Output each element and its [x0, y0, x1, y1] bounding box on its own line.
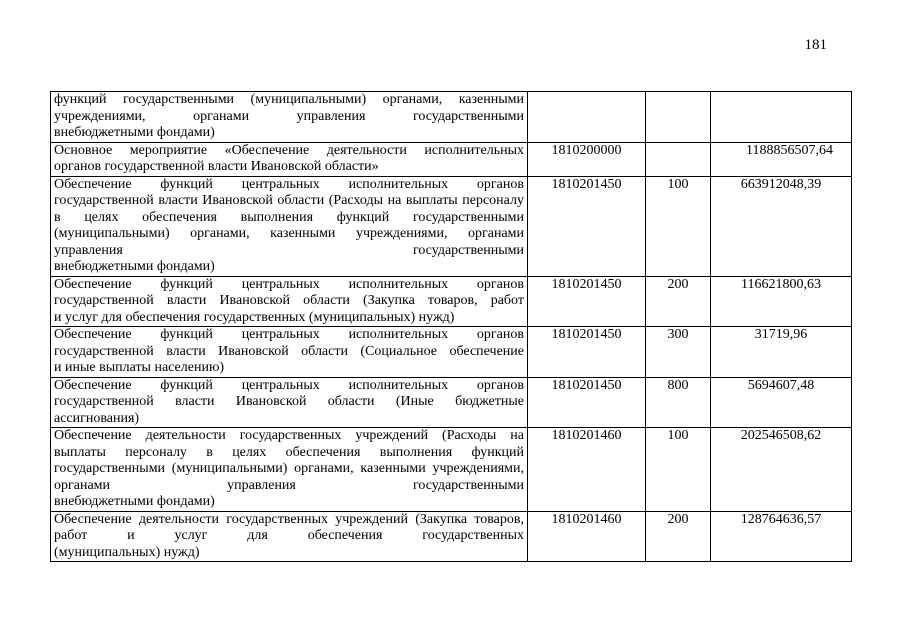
target-article-code: 1810201450	[528, 377, 646, 428]
row-description	[51, 176, 528, 276]
row-description	[51, 276, 528, 327]
description-last-line: и услуг для обеспечения государственных (муниципальных) нужд)	[54, 309, 455, 325]
row-description	[51, 511, 528, 562]
description-line: на выплаты персоналу в целях обеспечения выполнения функций	[54, 428, 525, 460]
amount-value: 663912048,39	[711, 176, 852, 276]
description-last-line: внебюджетными фондами)	[54, 494, 215, 509]
table-row	[51, 327, 852, 378]
expense-type-code	[646, 142, 711, 176]
amount-value: 5694607,48	[711, 377, 852, 428]
description-line: государственными (муниципальными) органами, казенными	[54, 209, 524, 241]
target-article-code: 1810201450	[528, 176, 646, 276]
target-article-code: 1810201450	[528, 327, 646, 378]
description-line: Обеспечение деятельности государственных учреждений (Расходы	[54, 428, 497, 443]
expense-type-code: 300	[646, 327, 711, 378]
description-line: Обеспечение деятельности государственных учреждений (Закупка	[54, 511, 468, 527]
amount-value: 31719,96	[711, 327, 852, 378]
description-line: государственной власти Ивановской области (Социальное обеспечение	[54, 343, 524, 359]
row-description	[51, 327, 528, 378]
row-description	[51, 377, 528, 428]
description-line: учреждениями, органами управления государственными	[54, 108, 524, 124]
amount-value: 116621800,63	[711, 276, 852, 327]
target-article-code: 1810201460	[528, 428, 646, 512]
table-row	[51, 142, 852, 176]
description-line: государственной власти Ивановской области (Иные бюджетные	[54, 394, 524, 409]
description-line: Обеспечение функций центральных исполнительных органов	[54, 377, 524, 393]
table-row	[51, 92, 852, 143]
row-description	[51, 92, 528, 143]
expense-type-code	[646, 92, 711, 143]
description-last-line: ассигнования)	[54, 410, 140, 426]
description-line: учреждениями, органами управления государственными	[54, 226, 524, 258]
description-line: государственными (муниципальными) органами, казенными	[54, 461, 426, 476]
description-line: Обеспечение функций центральных исполнительных органов	[54, 176, 524, 192]
target-article-code	[528, 92, 646, 143]
description-line: товаров, работ и услуг для обеспечения государственных	[54, 511, 524, 543]
target-article-code: 1810201450	[528, 276, 646, 327]
amount-value: 202546508,62	[711, 428, 852, 512]
row-description	[51, 142, 528, 176]
description-line: государственной власти Ивановской области (Закупка товаров, работ	[54, 293, 524, 308]
expense-type-code: 100	[646, 428, 711, 512]
table-row	[51, 176, 852, 276]
description-last-line: органов государственной власти Ивановской области»	[54, 159, 379, 174]
amount-value	[711, 92, 852, 143]
expense-type-code: 200	[646, 276, 711, 327]
description-line: Обеспечение функций центральных исполнительных органов	[54, 327, 524, 342]
description-line: государственной власти Ивановской области (Расходы на	[54, 193, 402, 208]
table-row	[51, 428, 852, 512]
description-last-line: внебюджетными фондами)	[54, 125, 215, 140]
row-description	[51, 428, 528, 512]
description-line: учреждениями, органами управления государственными	[54, 461, 524, 493]
page-number: 181	[804, 37, 827, 53]
table-row	[51, 511, 852, 562]
description-line: выплаты персоналу в целях обеспечения выполнения функций	[54, 193, 524, 225]
description-last-line: внебюджетными фондами)	[54, 259, 215, 274]
target-article-code: 1810201460	[528, 511, 646, 562]
budget-table	[50, 91, 852, 562]
description-line: Основное мероприятие «Обеспечение деятельности исполнительных	[54, 142, 524, 158]
amount-value: 1188856507,64	[711, 142, 852, 176]
budget-table-body	[51, 92, 852, 562]
description-line: функций государственными (муниципальными) органами, казенными	[54, 92, 524, 107]
target-article-code: 1810200000	[528, 142, 646, 176]
amount-value: 128764636,57	[711, 511, 852, 562]
expense-type-code: 800	[646, 377, 711, 428]
table-row	[51, 377, 852, 428]
description-last-line: и иные выплаты населению)	[54, 360, 225, 375]
description-last-line: (муниципальных) нужд)	[54, 544, 200, 560]
description-line: Обеспечение функций центральных исполнительных органов	[54, 276, 524, 292]
table-row	[51, 276, 852, 327]
expense-type-code: 200	[646, 511, 711, 562]
expense-type-code: 100	[646, 176, 711, 276]
